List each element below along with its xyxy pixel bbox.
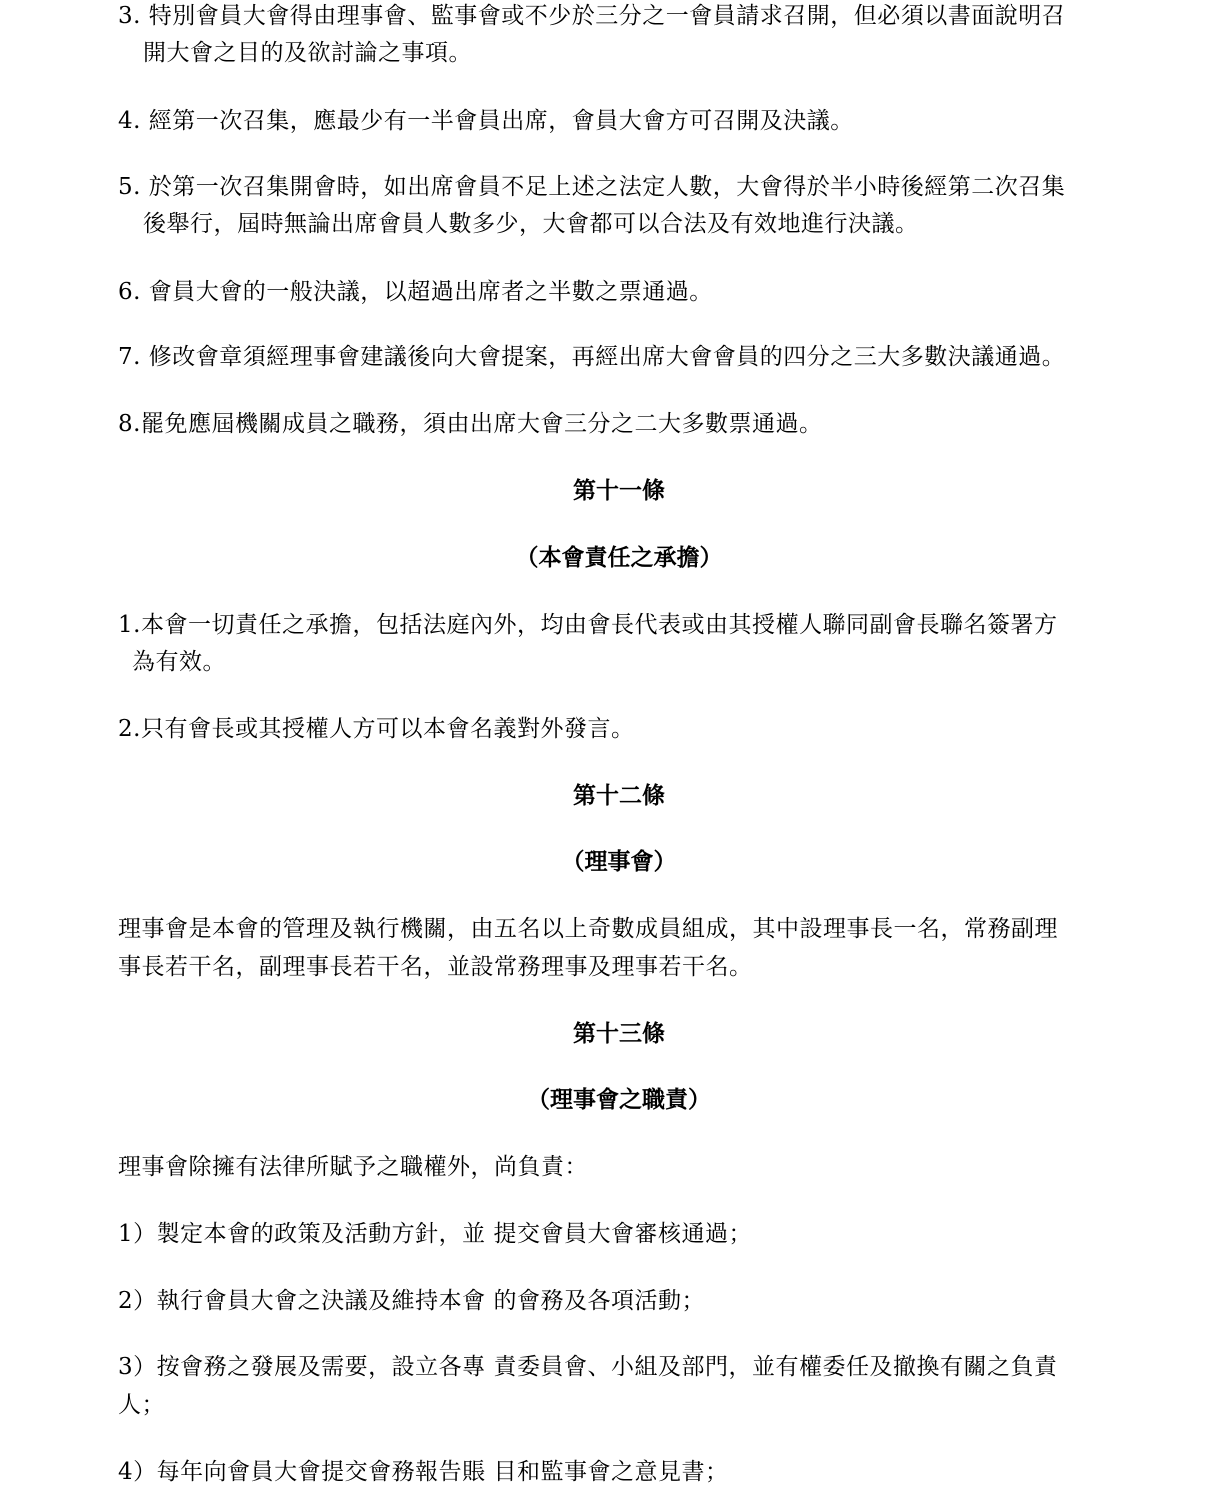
article-13-item-4: 4）每年向會員大會提交會務報告賬 目和監事會之意見書； bbox=[118, 1459, 729, 1485]
paragraph-3-line-1: 3. 特別會員大會得由理事會、監事會或不少於三分之一會員請求召開，但必須以書面說明召 bbox=[118, 3, 1066, 29]
article-11-item-2: 2.只有會長或其授權人方可以本會名義對外發言。 bbox=[118, 716, 635, 742]
article-13-title: 第十三條 bbox=[573, 1021, 665, 1047]
article-13-item-1: 1）製定本會的政策及活動方針，並 提交會員大會審核通過； bbox=[118, 1221, 752, 1247]
paragraph-6: 6. 會員大會的一般決議，以超過出席者之半數之票通過。 bbox=[118, 279, 713, 305]
paragraph-4: 4. 經第一次召集，應最少有一半會員出席，會員大會方可召開及決議。 bbox=[118, 108, 854, 134]
paragraph-5-line-2: 後舉行，屆時無論出席會員人數多少，大會都可以合法及有效地進行決議。 bbox=[143, 211, 919, 237]
article-12-subtitle: （理事會） bbox=[561, 849, 677, 875]
article-13-item-3-line-1: 3）按會務之發展及需要，設立各專 責委員會、小組及部門，並有權委任及撤換有關之負責 bbox=[118, 1354, 1058, 1380]
article-12-body-line-1: 理事會是本會的管理及執行機關，由五名以上奇數成員組成，其中設理事長一名，常務副理 bbox=[118, 916, 1058, 942]
article-11-item-1-line-1: 1.本會一切責任之承擔，包括法庭內外，均由會長代表或由其授權人聯同副會長聯名簽署方 bbox=[118, 612, 1058, 638]
article-12-body-line-2: 事長若干名，副理事長若干名，並設常務理事及理事若干名。 bbox=[118, 954, 753, 980]
article-11-item-1-line-2: 為有效。 bbox=[132, 649, 226, 675]
article-11-title: 第十一條 bbox=[573, 478, 665, 504]
article-11-subtitle: （本會責任之承擔） bbox=[515, 545, 723, 571]
article-12-title: 第十二條 bbox=[573, 783, 665, 809]
paragraph-7: 7. 修改會章須經理事會建議後向大會提案，再經出席大會會員的四分之三大多數決議通過。 bbox=[118, 344, 1066, 370]
article-13-subtitle: （理事會之職責） bbox=[527, 1087, 711, 1113]
article-13-item-3-line-2: 人； bbox=[118, 1392, 165, 1418]
paragraph-8: 8.罷免應屆機關成員之職務，須由出席大會三分之二大多數票通過。 bbox=[118, 411, 823, 437]
article-13-item-2: 2）執行會員大會之決議及維持本會 的會務及各項活動； bbox=[118, 1288, 705, 1314]
paragraph-5-line-1: 5. 於第一次召集開會時，如出席會員不足上述之法定人數，大會得於半小時後經第二次召集 bbox=[118, 174, 1066, 200]
paragraph-3-line-2: 開大會之目的及欲討論之事項。 bbox=[143, 40, 472, 66]
article-13-intro: 理事會除擁有法律所賦予之職權外，尚負責： bbox=[118, 1154, 588, 1180]
